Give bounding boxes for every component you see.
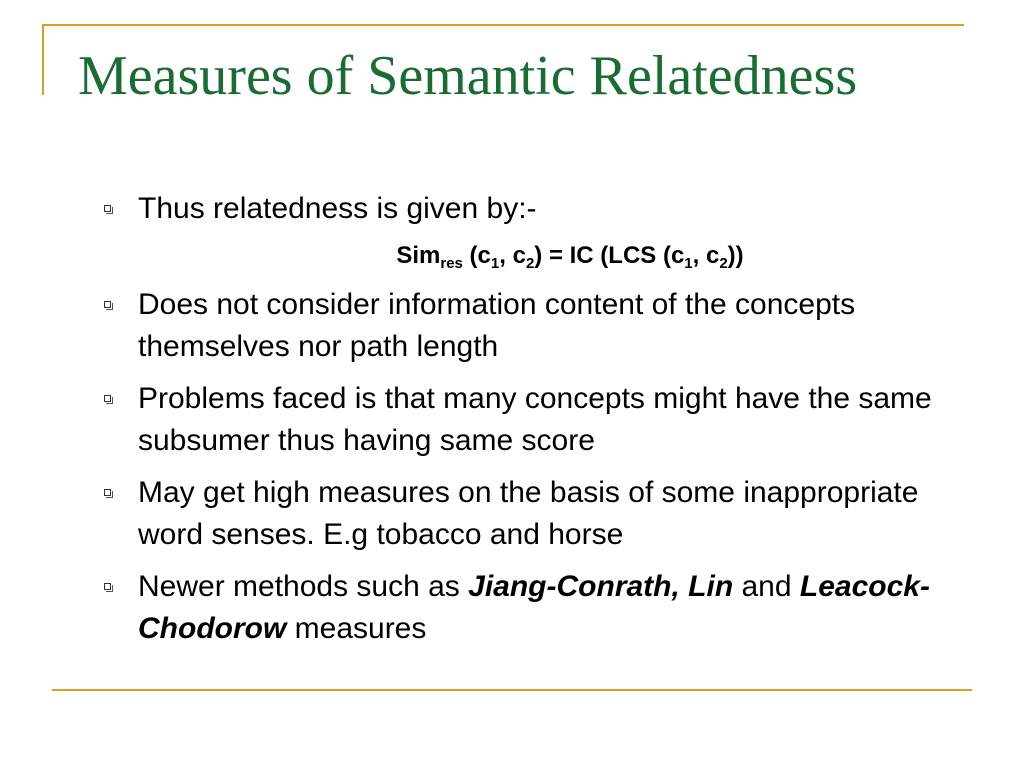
hollow-square-bullet-icon <box>104 395 111 402</box>
formula-sub-3: 1 <box>684 255 693 272</box>
method-name-emphasis: Leacock-Chodorow <box>138 570 930 645</box>
formula-mid: ) = IC (LCS (c <box>534 242 685 269</box>
hollow-square-bullet-icon <box>104 301 111 308</box>
hollow-square-bullet-icon <box>104 205 111 212</box>
formula-comma: , c <box>499 242 526 269</box>
slide-content <box>100 188 980 660</box>
bullet-text: Thus relatedness is given by:- <box>138 192 537 225</box>
bullet-item-5 <box>100 566 980 650</box>
bullet-text: Does not consider information content of the concepts themselves nor path length <box>138 288 856 363</box>
bullet-item-3 <box>100 378 980 462</box>
formula-open: (c <box>462 242 491 269</box>
formula-sub-4: 2 <box>719 255 728 272</box>
bullet-text-part: measures <box>286 612 427 645</box>
formula-sub-1: 1 <box>490 255 500 272</box>
bullet-item-2 <box>100 284 980 368</box>
bullet-item-4 <box>100 472 980 556</box>
method-names-emphasis: Jiang-Conrath, Lin <box>468 570 734 603</box>
bullet-text: May get high measures on the basis of some inappropriate word senses. E.g tobacco and horse <box>138 476 919 551</box>
hollow-square-bullet-icon <box>104 583 111 590</box>
formula-sub-res: res <box>440 255 463 272</box>
hollow-square-bullet-icon <box>104 489 111 496</box>
bottom-decorative-rule <box>52 689 972 691</box>
bullet-text-part: and <box>733 570 800 603</box>
formula-close: )) <box>727 242 744 269</box>
formula-sub-2: 2 <box>525 255 535 272</box>
bullet-text: Problems faced is that many concepts might have the same subsumer thus having same score <box>138 382 932 457</box>
formula-comma-2: , c <box>692 242 720 269</box>
bullet-text-part: Newer methods such as <box>138 570 469 603</box>
formula-sim: Sim <box>396 242 441 269</box>
bullet-item-1 <box>100 188 980 230</box>
slide-title: Measures of Semantic Relatedness <box>78 45 858 107</box>
top-decorative-rule <box>42 24 964 26</box>
left-decorative-rule <box>42 24 44 95</box>
formula <box>100 236 980 276</box>
